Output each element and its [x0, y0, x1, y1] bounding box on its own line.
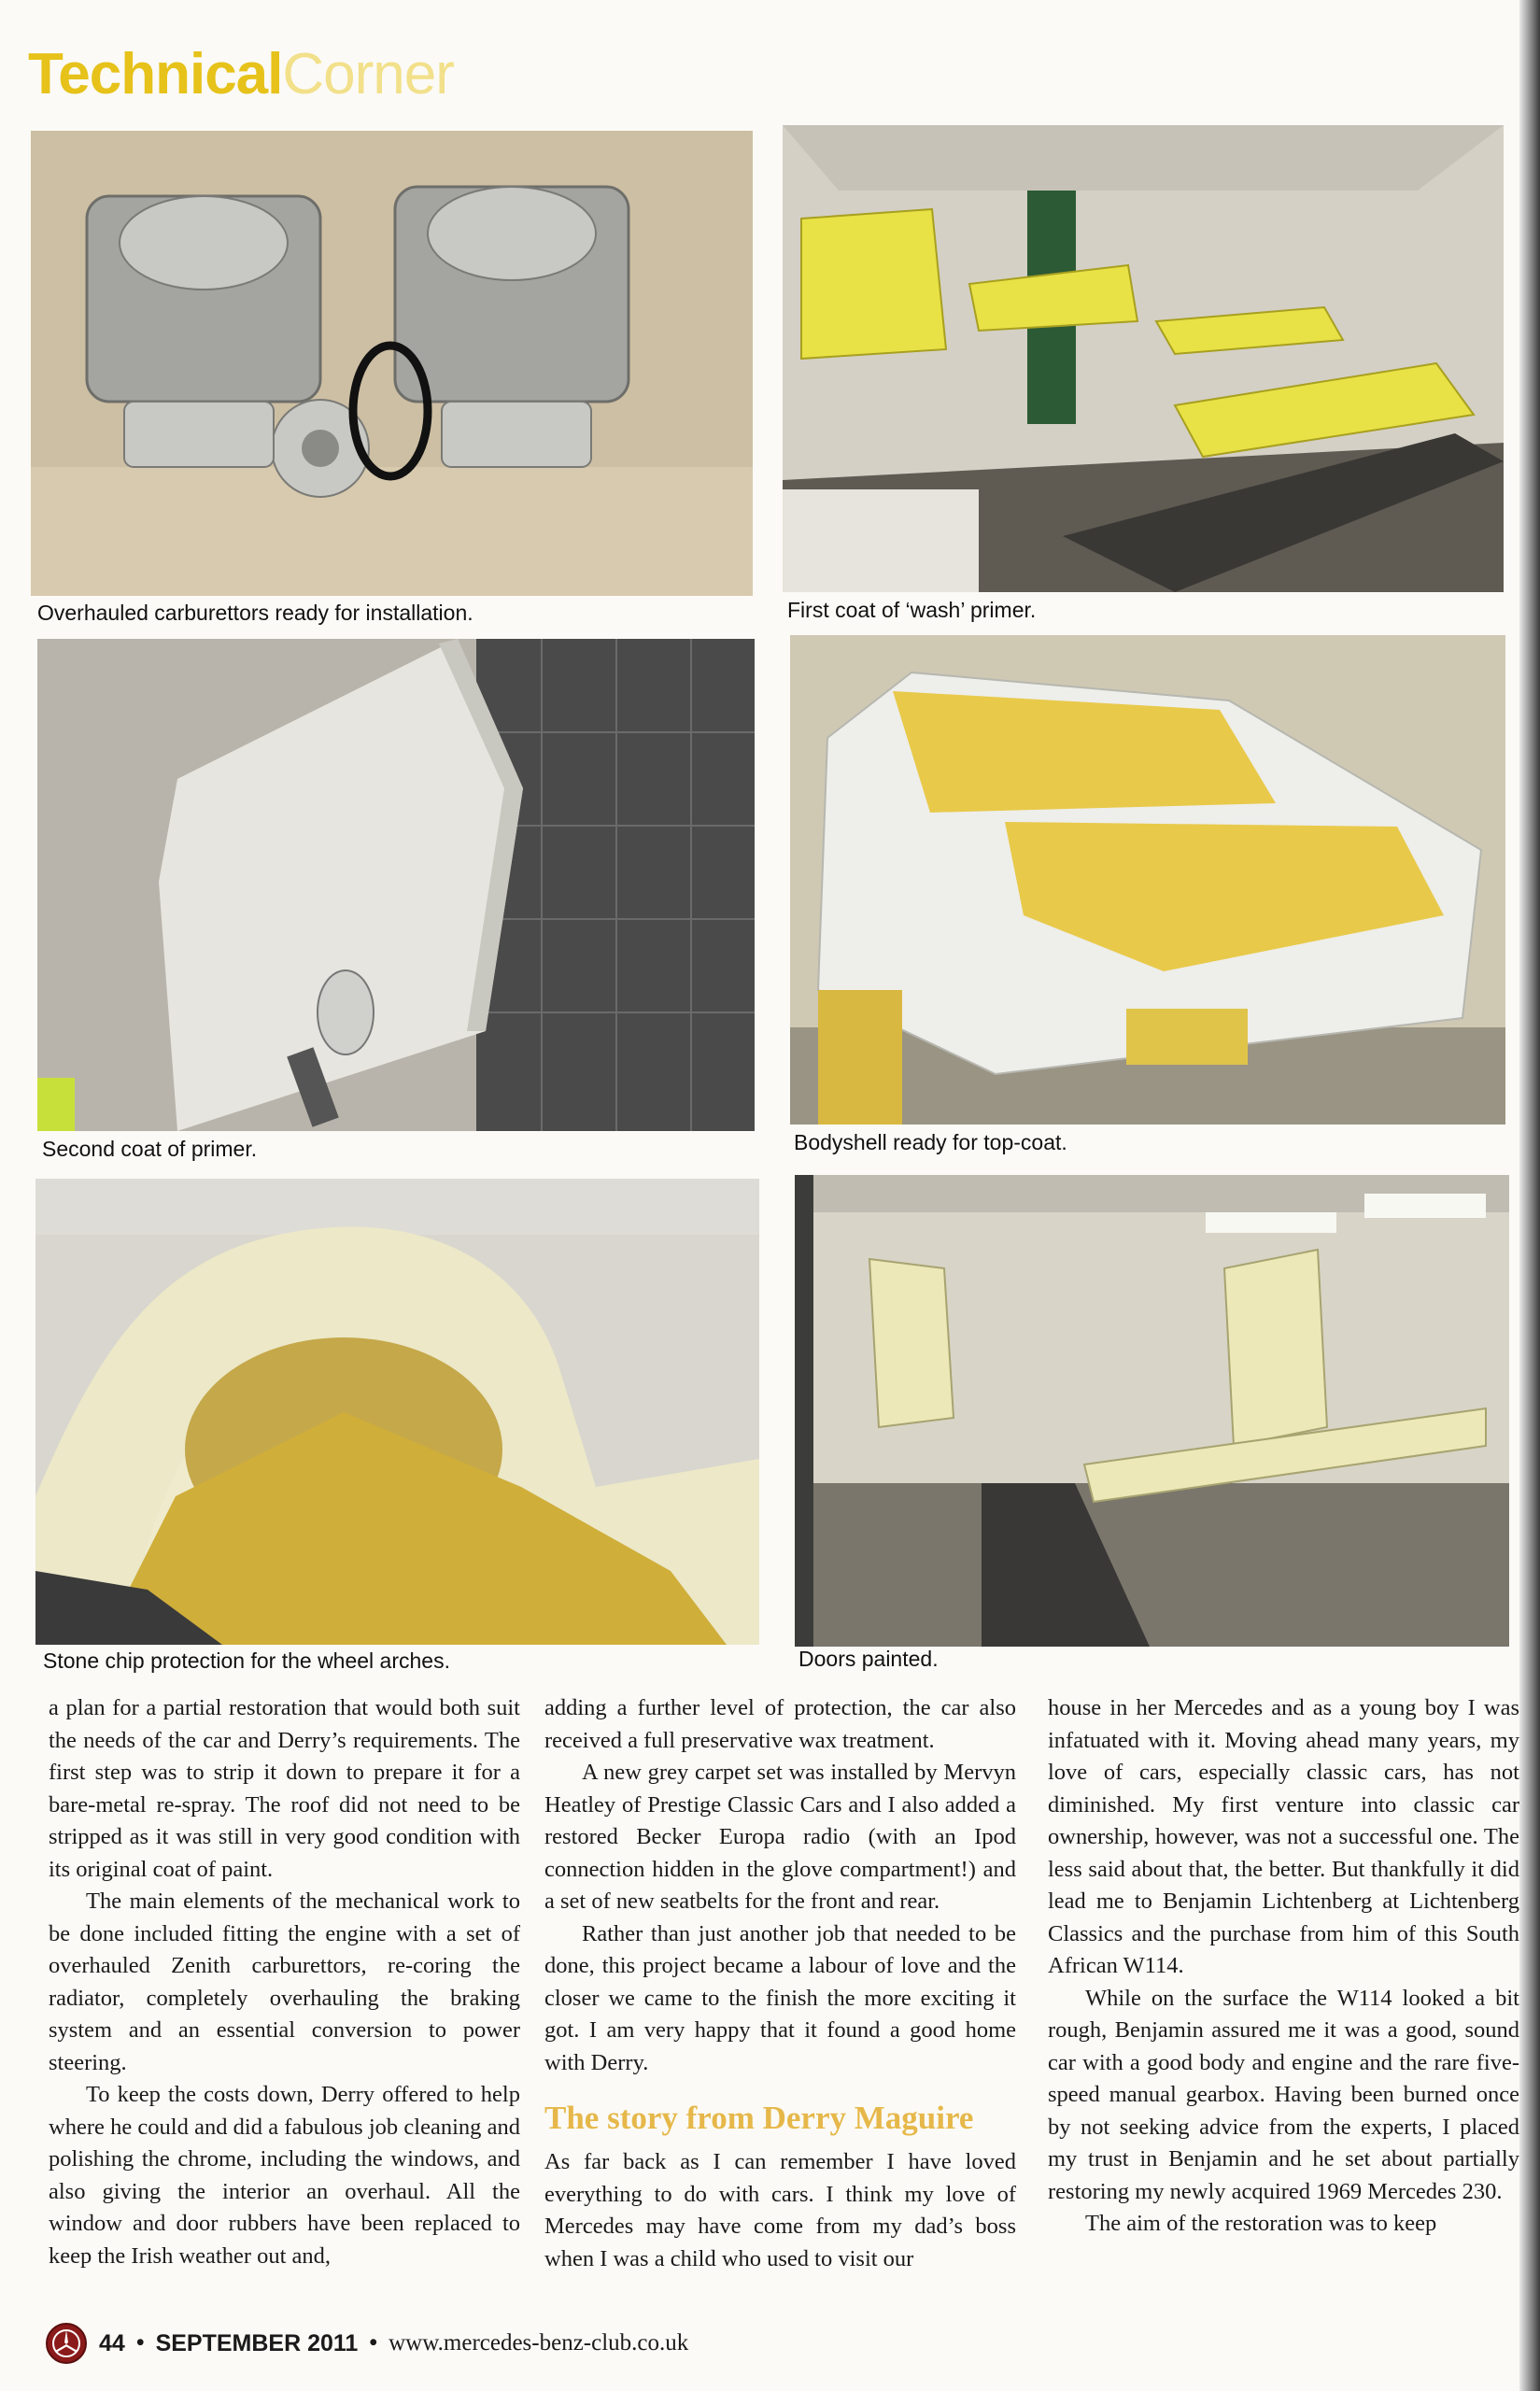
paragraph: To keep the costs down, Derry offered to help where he could and did a fabulous job cleaning and polishing the chrome, including the windows, and also giving the interior an overhaul. All the window and door rubbers have been replaced to keep the Irish weather out and,	[49, 2082, 520, 2269]
paragraph: While on the surface the W114 looked a bit rough, Benjamin assured me it was a good, sound car with a good body and engine and the rare five-speed manual gearbox. Having been burned once by not seeking advice from the experts, I placed my trust in Benjamin and he set about partially restoring my newly acquired 1969 Mercedes 230.	[1048, 1985, 1519, 2204]
article-column-2	[544, 1692, 1016, 2275]
subheading-derry-story: The story from Derry Maguire	[544, 2100, 974, 2136]
caption-doors: Doors painted.	[798, 1647, 939, 1671]
paragraph: a plan for a partial restoration that would both suit the needs of the car and Derry’s requirements. The first step was to strip it down to prepare it for a bare-metal re-spray. The roof did not need to be stripped as it was still in very good condition with its original coat of paint.	[49, 1695, 520, 1882]
photo-doors	[795, 1175, 1509, 1647]
caption-wash-primer: First coat of ‘wash’ primer.	[787, 598, 1037, 622]
footer	[45, 2320, 688, 2367]
section-title	[28, 37, 454, 112]
caption-stone-chip: Stone chip protection for the wheel arches.	[43, 1648, 450, 1673]
website-link[interactable]: www.mercedes-benz-club.co.uk	[389, 2330, 689, 2356]
section-title-light: Corner	[282, 42, 454, 106]
photo-stone-chip	[35, 1179, 759, 1645]
paragraph: Rather than just another job that needed to be done, this project became a labour of love and the closer we came to the finish the more exciting it got. I am very happy that it found a good home with Derry.	[544, 1920, 1016, 2075]
caption-second-primer: Second coat of primer.	[42, 1137, 258, 1161]
section-title-bold: Technical	[28, 42, 283, 106]
paragraph: The aim of the restoration was to keep	[1085, 2211, 1437, 2236]
caption-carburettors: Overhauled carburettors ready for installation.	[37, 601, 473, 625]
paragraph: A new grey carpet set was installed by Mervyn Heatley of Prestige Classic Cars and I also added a restored Becker Europa radio (with an Ipod connection hidden in the glove compartment!) and a set of new seatbelts for the front and rear.	[544, 1760, 1016, 1914]
paragraph: house in her Mercedes and as a young boy I was infatuated with it. Moving ahead many years, my love of cars, especially classic cars, has not diminished. My first venture into classic car ownership, however, was not a successful one. The less said about that, the better. But thankfully it did lead me to Benjamin Lichtenberg at Lichtenberg Classics and the purchase from him of this South African W114.	[1048, 1695, 1519, 1978]
page-number: 44	[99, 2329, 125, 2356]
mercedes-star-icon	[45, 2322, 88, 2365]
paragraph: As far back as I can remember I have loved everything to do with cars. I think my love of Mercedes may have come from my dad’s boss when I was a child who used to visit our	[544, 2149, 1016, 2271]
paragraph: The main elements of the mechanical work to be done included fitting the engine with a set of overhauled Zenith carburettors, re-coring the radiator, completely overhauling the braking system and an essential conversion to power steering.	[49, 1889, 520, 2075]
article-column-3	[1048, 1692, 1519, 2290]
photo-second-primer	[37, 639, 755, 1131]
paragraph: adding a further level of protection, the car also received a full preservative wax treatment.	[544, 1695, 1016, 1753]
page-spine	[1519, 0, 1540, 2391]
photo-bodyshell	[790, 635, 1505, 1125]
caption-bodyshell: Bodyshell ready for top-coat.	[794, 1130, 1067, 1154]
photo-wash-primer	[783, 125, 1504, 592]
separator: •	[135, 2330, 145, 2356]
separator: •	[369, 2330, 378, 2356]
issue-date: SEPTEMBER 2011	[155, 2329, 359, 2356]
photo-carburettors	[31, 131, 753, 596]
article-column-1	[49, 1692, 520, 2272]
